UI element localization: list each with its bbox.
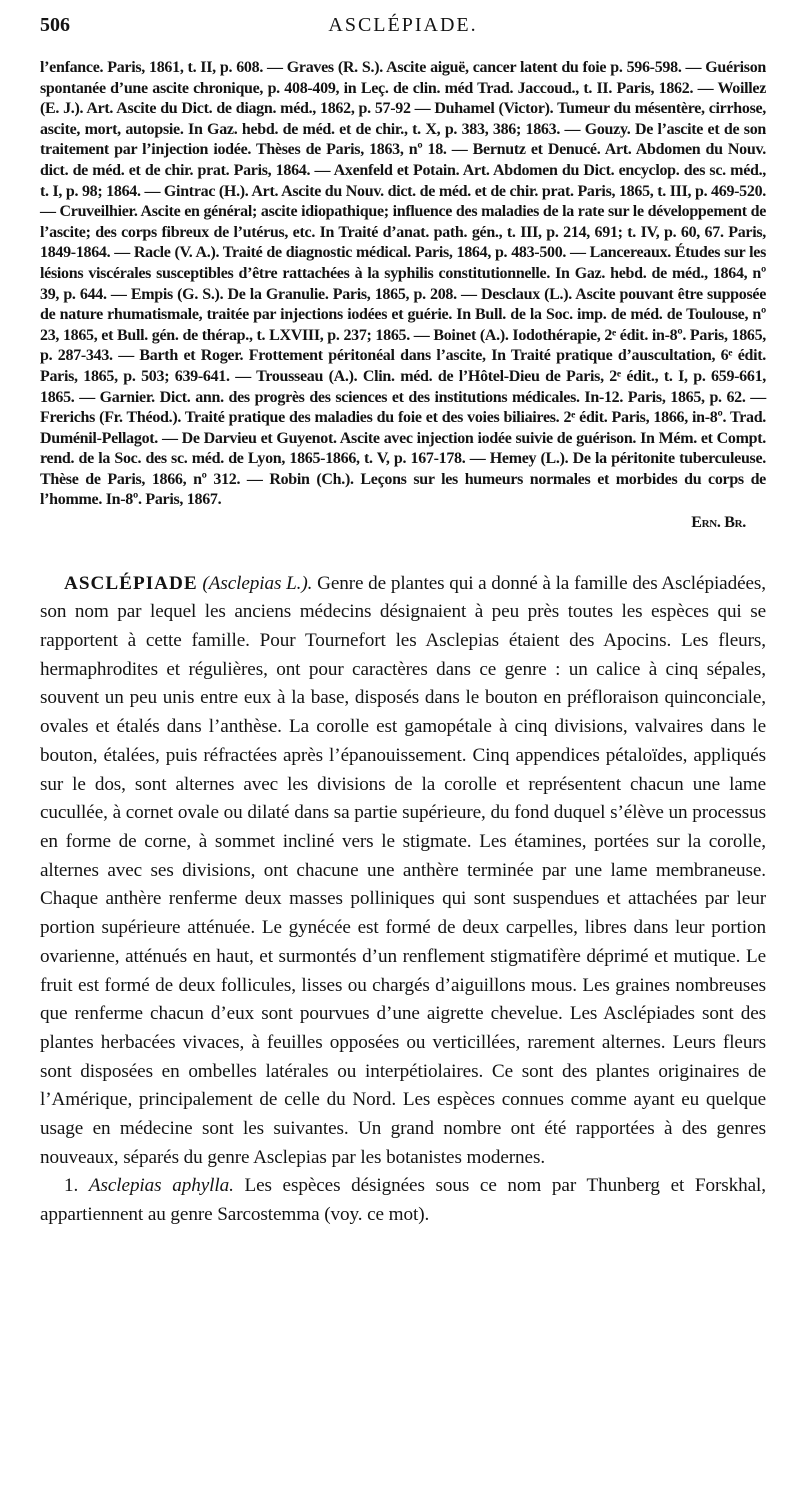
article-body: Genre de plantes qui a donné à la famille des Asclépiadées, son nom par lequel les anciens médecins désignaient à peu près toutes les espèces qui se rapportent à cette famille. Pour Tournefort les Asclepias étaient des Apocins. Les fleurs, hermaphrodites et régulières, ont pour caractères dans ce genre : un calice à cinq sépales, souvent un peu unis entre eux à la base, disposés dans le bouton en préfloraison quinconciale, ovales et étalés dans l’anthèse. La corolle est gamopétale à cinq divisions, valvaires dans le bouton, étalées, puis réfractées après l’épanouissement. Cinq appendices pétaloïdes, appliqués sur le dos, sont alternes avec les divisions de la corolle et représentent chacun une lame cucullée, à cornet ovale ou dilaté dans sa partie supérieure, du fond duquel s’élève un processus en forme de corne, à sommet incliné vers le stigmate. Les étamines, portées sur la corolle, alternes avec ses divisions, ont chacune une anthère terminée par une lame membraneuse. Chaque anthère renferme deux masses polliniques qui sont suspendues et attachées par leur portion supérieure atténuée. Le gynécée est formé de deux carpelles, libres dans leur portion ovarienne, atténués en haut, et surmontés d’un renflement stigmatifère déprimé et mutique. Le fruit est formé de deux follicules, lisses ou chargés d’aiguillons mous. Les graines nombreuses que renferme chacun d’eux sont pourvues d’une aigrette chevelue. Les Asclépiades sont des plantes herbacées vivaces, à feuilles opposées ou verticillées, rarement alternes. Leurs fleurs sont disposées en ombelles latérales ou interpétiolaires. Ce sont des plantes originaires de l’Amérique, principalement de celle du Nord. Les espèces connues comme ayant eu quelque usage en médecine sont les suivantes. Un grand nombre ont été rapportées à des genres nouveaux, séparés du genre Asclepias par les botanistes modernes.: [40, 572, 766, 1168]
article-paragraph: [40, 570, 766, 1173]
species-number: 1.: [64, 1175, 79, 1197]
running-title: ASCLÉPIADE.: [328, 14, 478, 36]
bibliography-block: [40, 58, 766, 534]
headword: ASCLÉPIADE: [64, 572, 198, 594]
species-name: Asclepias aphylla.: [88, 1175, 234, 1197]
species-text: Les espèces désignées sous ce nom par Thunberg et Forskhal, appartiennent au genre Sarcostemma (voy. ce mot).: [40, 1175, 766, 1226]
page-number: 506: [40, 14, 70, 36]
running-head: [40, 0, 766, 40]
bibliography-text: l’enfance. Paris, 1861, t. II, p. 608. — Graves (R. S.). Ascite aiguë, cancer latent du foie p. 596-598. — Guérison spontanée d’une ascite chronique, p. 408-409, in Leç. de clin. méd Trad. Jaccoud., t. II. Paris, 1862. — Woillez (E. J.). Art. Ascite du Dict. de diagn. méd., 1862, p. 57-92 — Duhamel (Victor). Tumeur du mésentère, cirrhose, ascite, mort, autopsie. In Gaz. hebd. de méd. et de chir., t. X, p. 383, 386; 1863. — Gouzy. De l’ascite et de son traitement par l’injection iodée. Thèses de Paris, 1863, nº 18. — Bernutz et Denucé. Art. Abdomen du Nouv. dict. de méd. et de chir. prat. Paris, 1864. — Axenfeld et Potain. Art. Abdomen du Dict. encyclop. des sc. méd., t. I, p. 98; 1864. — Gintrac (H.). Art. Ascite du Nouv. dict. de méd. et de chir. prat. Paris, 1865, t. III, p. 469-520. — Cruveilhier. Ascite en général; ascite idiopathique; influence des maladies de la rate sur le développement de l’ascite; des corps fibreux de l’utérus, etc. In Traité d’anat. path. gén., t. III, p. 214, 691; t. IV, p. 60, 67. Paris, 1849-1864. — Racle (V. A.). Traité de diagnostic médical. Paris, 1864, p. 483-500. — Lancereaux. Études sur les lésions viscérales susceptibles d’être rattachées à la syphilis constitutionnelle. In Gaz. hebd. de méd., 1864, nº 39, p. 644. — Empis (G. S.). De la Granulie. Paris, 1865, p. 208. — Desclaux (L.). Ascite pouvant être supposée de nature rhumatismale, traitée par injections iodées et guérie. In Bull. de la Soc. imp. de méd. de Toulouse, nº 23, 1865, et Bull. gén. de thérap., t. LXVIII, p. 237; 1865. — Boinet (A.). Iodothérapie, 2ᵉ édit. in-8º. Paris, 1865, p. 287-343. — Barth et Roger. Frottement péritonéal dans l’ascite, In Traité pratique d’auscultation, 6ᵉ édit. Paris, 1865, p. 503; 639-641. — Trousseau (A.). Clin. méd. de l’Hôtel-Dieu de Paris, 2ᵉ édit., t. I, p. 659-661, 1865. — Garnier. Dict. ann. des progrès des sciences et des institutions médicales. In-12. Paris, 1865, p. 62. — Frerichs (Fr. Théod.). Traité pratique des maladies du foie et des voies biliaires. 2ᵉ édit. Paris, 1866, in-8º. Trad. Duménil-Pellagot. — De Darvieu et Guyenot. Ascite avec injection iodée suivie de guérison. In Mém. et Compt. rend. de la Soc. des sc. méd. de Lyon, 1865-1866, t. V, p. 167-178. — Hemey (L.). De la péritonite tuberculeuse. Thèse de Paris, 1866, nº 312. — Robin (Ch.). Leçons sur les humeurs normales et morbides du corps de l’homme. In-8º. Paris, 1867.: [40, 59, 766, 509]
species-entry: [40, 1172, 766, 1229]
genus-name: (Asclepias L.).: [202, 572, 313, 594]
article-asclepiade: [40, 570, 766, 1230]
author-signature: Ern. Br.: [691, 514, 746, 532]
